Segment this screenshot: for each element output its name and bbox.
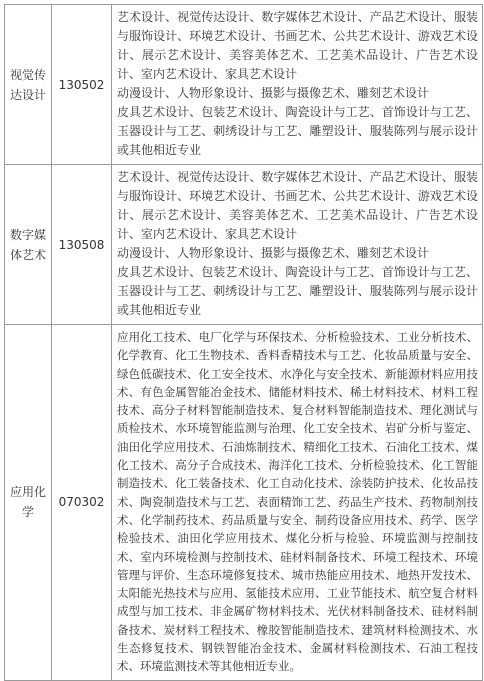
related-majors-paragraph: 艺术设计、视觉传达设计、数字媒体艺术设计、产品艺术设计、服装与服饰设计、环境艺术设计、书画艺术、公共艺术设计、游戏艺术设计、展示艺术设计、美容美体艺术、工艺美术品设计、广告艺术设计、室内艺术设计、家具艺术设计: [117, 170, 478, 241]
major-name-cell: 视觉传达设计: [5, 5, 52, 165]
related-majors-paragraph: 皮具艺术设计、包装艺术设计、陶瓷设计与工艺、首饰设计与工艺、玉器设计与工艺、刺绣设计与工艺、雕塑设计、服装陈列与展示设计或其他相近专业: [117, 105, 478, 157]
table-row: [5, 165, 483, 325]
related-majors-cell: [112, 325, 483, 681]
related-majors-paragraph: 动漫设计、人物形象设计、摄影与摄像艺术、雕刻艺术设计: [117, 246, 430, 260]
related-majors-paragraph: 皮具艺术设计、包装艺术设计、陶瓷设计与工艺、首饰设计与工艺、玉器设计与工艺、刺绣设计与工艺、雕塑设计、服装陈列与展示设计或其他相近专业: [117, 265, 478, 317]
table-row: [5, 5, 483, 165]
related-majors-cell: [112, 5, 483, 165]
related-majors-paragraph: 应用化工技术、电厂化学与环保技术、分析检验技术、工业分析技术、化学教育、化工生物技术、香料香精技术与工艺、化妆品质量与安全、绿色低碳技术、化工安全技术、水净化与安全技术、新能源材料应用技术、有色金属智能冶金技术、储能材料技术、稀土材料技术、材料工程技术、高分子材料智能制造技术、复合材料智能制造技术、理化测试与质检技术、水环境智能监测与治理、化工安全技术、岩矿分析与鉴定、油田化学应用技术、石油炼制技术、精细化工技术、石油化工技术、煤化工技术、高分子合成技术、海洋化工技术、分析检验技术、化工智能制造技术、化工装备技术、化工自动化技术、涂装防护技术、化妆品技术、陶瓷制造技术与工艺、表面精饰工艺、药品生产技术、药物制剂技术、化学制药技术、药品质量与安全、制药设备应用技术、药学、医学检验技术、油田化学应用技术、煤化分析与检验、环境监测与控制技术、室内环境检测与控制技术、硅材料制备技术、环境工程技术、环境管理与评价、生态环境修复技术、城市热能应用技术、地热开发技术、太阳能光热技术与应用、氢能技术应用、工业节能技术、航空复合材料成型与加工技术、非金属矿物材料技术、光伏材料制备技术、硅材料制备技术、炭材料工程技术、橡胶智能制造技术、建筑材料检测技术、水生态修复技术、钢铁智能冶金技术、金属材料检测技术、石油工程技术、环境监测技术等其他相近专业。: [117, 330, 478, 674]
major-code-cell: 130508: [52, 165, 112, 325]
related-majors-cell: [112, 165, 483, 325]
major-name-cell: 数字媒体艺术: [5, 165, 52, 325]
major-name-cell: 应用化学: [5, 325, 52, 681]
related-majors-paragraph: 艺术设计、视觉传达设计、数字媒体艺术设计、产品艺术设计、服装与服饰设计、环境艺术设计、书画艺术、公共艺术设计、游戏艺术设计、展示艺术设计、美容美体艺术、工艺美术品设计、广告艺术设计、室内艺术设计、家具艺术设计: [117, 10, 478, 81]
major-code-cell: 070302: [52, 325, 112, 681]
major-code-cell: 130502: [52, 5, 112, 165]
related-majors-paragraph: 动漫设计、人物形象设计、摄影与摄像艺术、雕刻艺术设计: [117, 86, 430, 100]
table-row: [5, 325, 483, 681]
major-table: [4, 4, 483, 681]
